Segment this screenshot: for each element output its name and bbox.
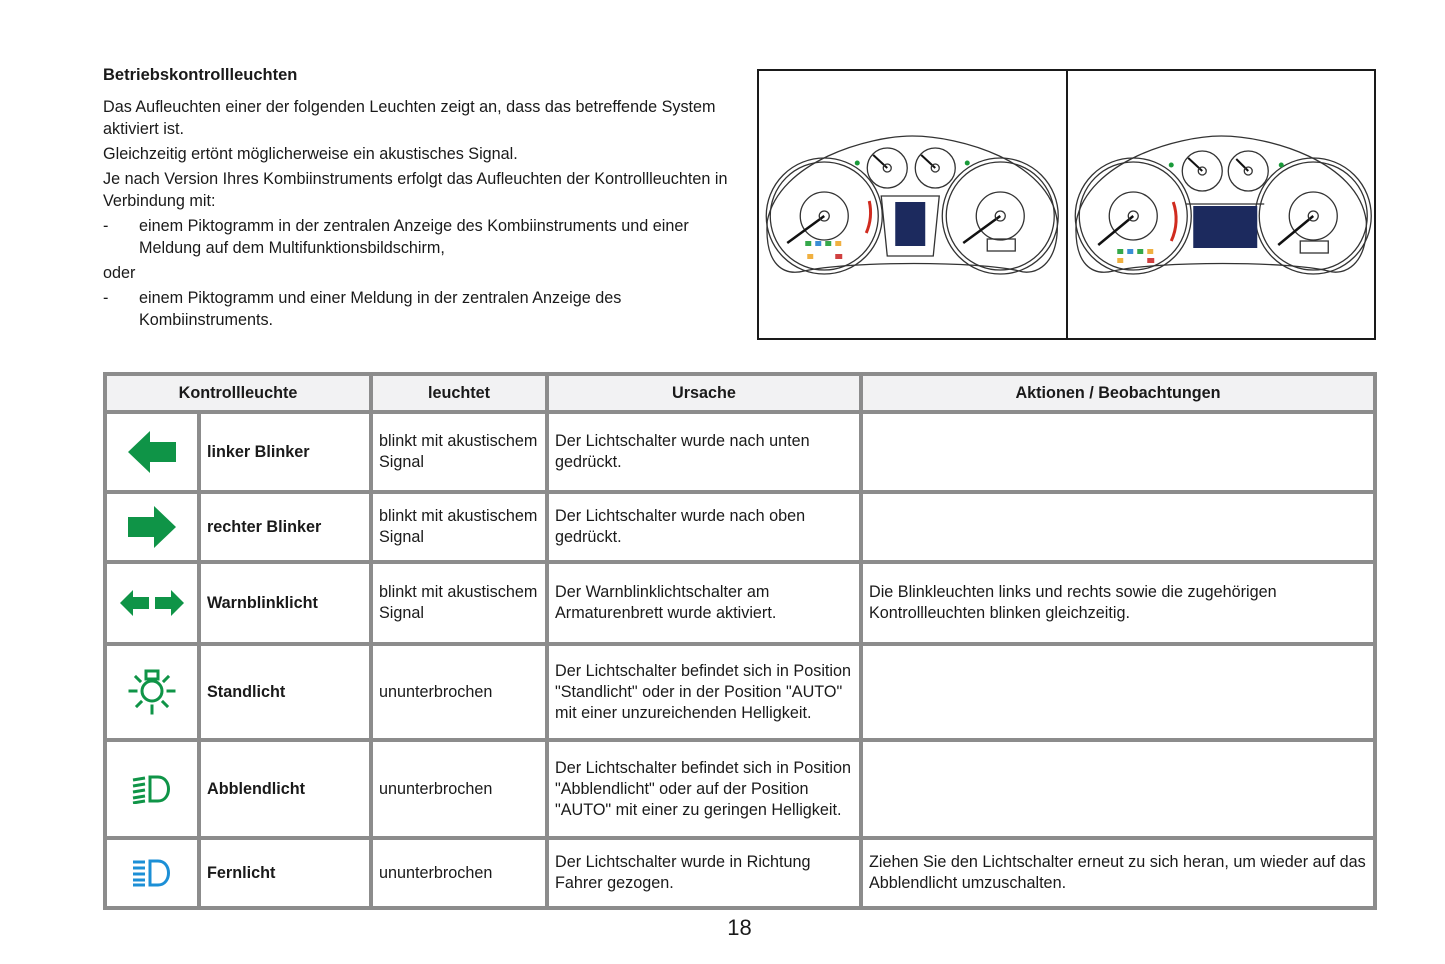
bullet-dash: - — [103, 289, 109, 307]
intro-paragraph: Je nach Version Ihres Kombiinstruments erfolgt das Aufleuchten der Kontrollleuchten in Verbindung mit: — [103, 170, 728, 210]
icon-cell — [105, 492, 199, 562]
right-arrow-icon — [126, 504, 178, 550]
action: Die Blinkleuchten links und rechts sowie die zugehörigen Kontrollleuchten blinken gleichzeitig. — [861, 562, 1375, 644]
table-row — [105, 562, 1375, 644]
light-name: Warnblinklicht — [199, 562, 371, 644]
action: Ziehen Sie den Lichtschalter erneut zu sich heran, um wieder auf das Abblendlicht umzuschalten. — [861, 838, 1375, 908]
icon-cell — [105, 412, 199, 492]
bullet-item — [103, 215, 743, 259]
lit-state: ununterbrochen — [371, 838, 547, 908]
cause: Der Lichtschalter befindet sich in Position "Standlicht" oder in der Position "AUTO" mit einer unzureichenden Helligkeit. — [547, 644, 861, 740]
light-name: Standlicht — [199, 644, 371, 740]
light-name: Abblendlicht — [199, 740, 371, 838]
column-header-leuchtet: leuchtet — [371, 374, 547, 412]
icon-cell — [105, 740, 199, 838]
bullet-dash: - — [103, 217, 109, 235]
table-row — [105, 644, 1375, 740]
lit-state: blinkt mit akustischem Signal — [371, 412, 547, 492]
column-header-aktionen: Aktionen / Beobachtungen — [861, 374, 1375, 412]
action — [861, 492, 1375, 562]
lit-state: blinkt mit akustischem Signal — [371, 562, 547, 644]
column-header-kontrollleuchte: Kontrollleuchte — [105, 374, 371, 412]
cause: Der Lichtschalter wurde nach oben gedrückt. — [547, 492, 861, 562]
instrument-cluster-version-2 — [1066, 71, 1375, 338]
lit-state: ununterbrochen — [371, 644, 547, 740]
light-name: rechter Blinker — [199, 492, 371, 562]
conjunction: oder — [103, 264, 136, 282]
side-light-icon — [128, 669, 176, 715]
icon-cell — [105, 562, 199, 644]
bullet-text: einem Piktogramm in der zentralen Anzeige des Kombiinstruments und einer Meldung auf dem Multifunktionsbildschirm, — [139, 217, 689, 257]
cause: Der Warnblinklichtschalter am Armaturenbrett wurde aktiviert. — [547, 562, 861, 644]
low-beam-icon — [130, 774, 174, 804]
table-header-row — [105, 374, 1375, 412]
instrument-cluster-illustration — [759, 71, 1066, 338]
action — [861, 644, 1375, 740]
cause: Der Lichtschalter befindet sich in Position "Abblendlicht" oder auf der Position "AUTO" mit einer zu geringen Helligkeit. — [547, 740, 861, 838]
light-name: Fernlicht — [199, 838, 371, 908]
page-number: 18 — [727, 915, 752, 940]
intro-paragraph: Das Aufleuchten einer der folgenden Leuchten zeigt an, dass das betreffende System aktiviert ist. — [103, 98, 716, 138]
intro-section — [103, 64, 743, 334]
indicator-lights-table — [103, 372, 1377, 910]
table-row — [105, 412, 1375, 492]
icon-cell — [105, 644, 199, 740]
high-beam-icon — [130, 858, 174, 888]
light-name: linker Blinker — [199, 412, 371, 492]
bullet-text: einem Piktogramm und einer Meldung in der zentralen Anzeige des Kombiinstruments. — [139, 289, 622, 329]
left-arrow-icon — [126, 429, 178, 475]
icon-cell — [105, 838, 199, 908]
table-row — [105, 838, 1375, 908]
section-heading: Betriebskontrollleuchten — [103, 66, 298, 84]
instrument-cluster-figure — [757, 69, 1376, 340]
table-row — [105, 492, 1375, 562]
cause: Der Lichtschalter wurde in Richtung Fahrer gezogen. — [547, 838, 861, 908]
action — [861, 740, 1375, 838]
cause: Der Lichtschalter wurde nach unten gedrückt. — [547, 412, 861, 492]
lit-state: blinkt mit akustischem Signal — [371, 492, 547, 562]
bullet-item — [103, 287, 743, 331]
column-header-ursache: Ursache — [547, 374, 861, 412]
intro-paragraph: Gleichzeitig ertönt möglicherweise ein akustisches Signal. — [103, 145, 518, 163]
instrument-cluster-version-1 — [759, 71, 1066, 338]
table-row — [105, 740, 1375, 838]
action — [861, 412, 1375, 492]
lit-state: ununterbrochen — [371, 740, 547, 838]
hazard-arrows-icon — [119, 588, 185, 618]
instrument-cluster-illustration — [1068, 71, 1375, 338]
